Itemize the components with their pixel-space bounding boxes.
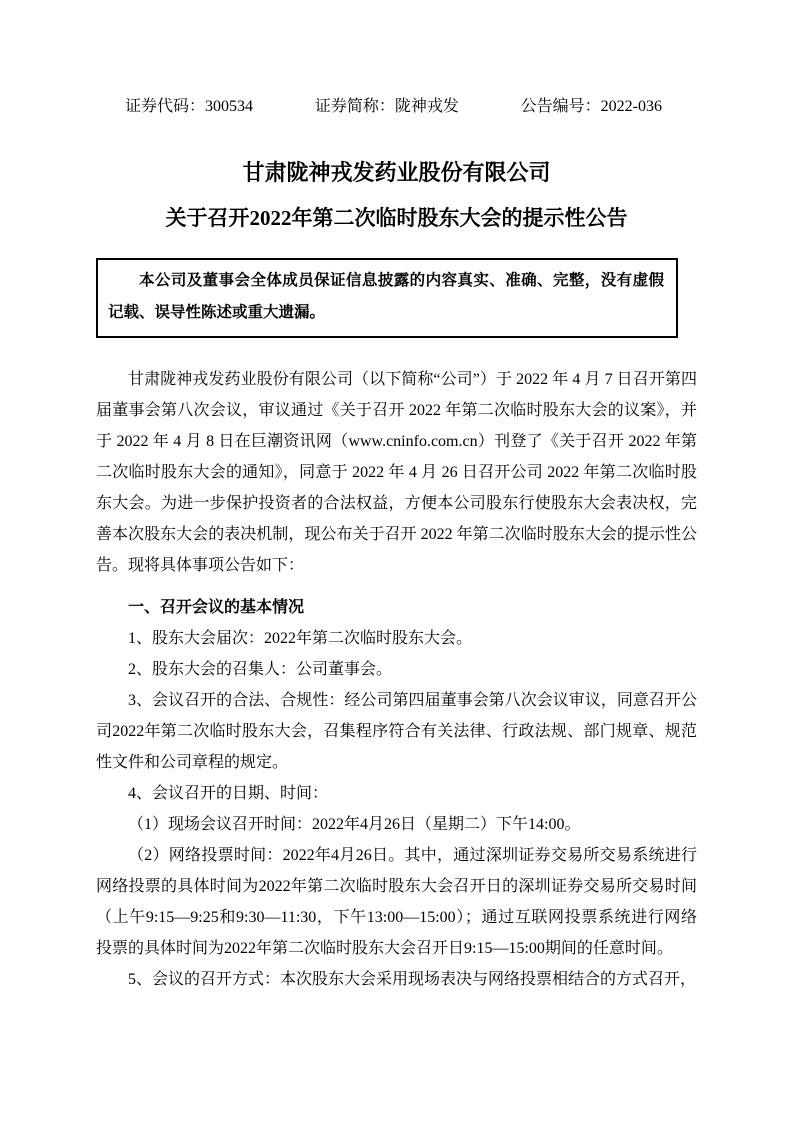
- announcement-number: 公告编号：2022-036: [520, 98, 662, 115]
- item-online-voting-time: （2）网络投票时间：2022年4月26日。其中，通过深圳证券交易所交易系统进行网络投票的具体时间为2022年第二次临时股东大会召开日的深圳证券交易所交易时间（上午9:15—9:25和9:30—11:30，下午13:00—15:00）；通过互联网投票系统进行网络投票的具体时间为2022年第二次临时股东大会召开日9:15—15:00期间的任意时间。: [96, 847, 697, 957]
- disclaimer-text: 本公司及董事会全体成员保证信息披露的内容真实、准确、完整，没有虚假记载、误导性陈述或重大遗漏。: [108, 272, 664, 321]
- header-meta-row: [96, 0, 697, 117]
- disclaimer-box: [96, 258, 678, 338]
- stock-code: 证券代码：300534: [125, 98, 254, 115]
- item-meeting-session: 1、股东大会届次：2022年第二次临时股东大会。: [128, 630, 473, 647]
- item-convener: 2、股东大会的召集人：公司董事会。: [128, 661, 393, 678]
- item-legality: 3、会议召开的合法、合规性：经公司第四届董事会第八次会议审议，同意召开公司2022年第二次临时股东大会，召集程序符合有关法律、行政法规、部门规章、规范性文件和公司章程的规定。: [96, 692, 697, 771]
- intro-paragraph: 甘肃陇神戎发药业股份有限公司（以下简称“公司”）于 2022 年 4 月 7 日召开第四届董事会第八次会议，审议通过《关于召开 2022 年第二次临时股东大会的议案》，并于 2022 年 4 月 8 日在巨潮资讯网（www.cninfo.com.cn）刊登了《关于召开 2022 年第二次临时股东大会的通知》，同意于 2022 年 4 月 26 日召开公司 2022 年第二次临时股东大会。为进一步保护投资者的合法权益，方便本公司股东行使股东大会表决权，完善本次股东大会的表决机制，现公布关于召开 2022 年第二次临时股东大会的提示性公告。现将具体事项公告如下：: [96, 371, 697, 574]
- announcement-subject-title: 关于召开2022年第二次临时股东大会的提示性公告: [165, 206, 628, 230]
- item-onsite-meeting-time: （1）现场会议召开时间：2022年4月26日（星期二）下午14:00。: [128, 816, 581, 833]
- item-meeting-method: 5、会议的召开方式：本次股东大会采用现场表决与网络投票相结合的方式召开，: [128, 971, 697, 988]
- stock-short-name: 证券简称：陇神戎发: [314, 98, 459, 115]
- company-name-title: 甘肃陇神戎发药业股份有限公司: [242, 160, 551, 185]
- item-date-time: 4、会议召开的日期、时间：: [128, 785, 329, 802]
- section1-heading: 一、召开会议的基本情况: [128, 599, 305, 616]
- document-body: [96, 364, 697, 995]
